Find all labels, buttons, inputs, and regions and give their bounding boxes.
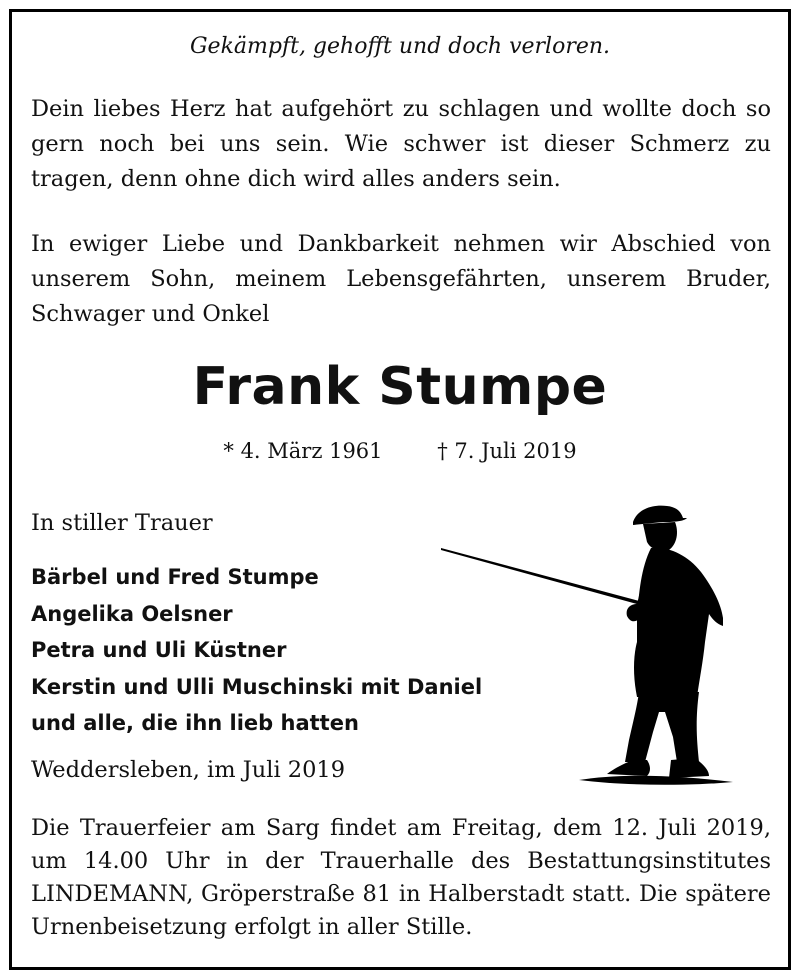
mourner: Angelika Oelsner bbox=[31, 601, 233, 626]
place-date: Weddersleben, im Juli 2019 bbox=[31, 757, 346, 783]
obituary-notice bbox=[9, 9, 791, 970]
birth-date: * 4. März 1961 bbox=[223, 439, 383, 463]
intro-paragraph: Dein liebes Herz hat aufgehört zu schlagen und wollte doch so gern noch bei uns sein. Wie schwer ist dieser Schmerz zu tragen, denn ohne dich wird alles anders sein. bbox=[31, 96, 771, 192]
mourner: und alle, die ihn lieb hatten bbox=[31, 711, 359, 735]
death-date: † 7. Juli 2019 bbox=[437, 439, 577, 463]
mourner: Bärbel und Fred Stumpe bbox=[31, 565, 319, 589]
mourners-list bbox=[31, 559, 482, 742]
deceased-name: Frank Stumpe bbox=[192, 357, 608, 417]
mourner: Kerstin und Ulli Muschinski mit Daniel bbox=[31, 674, 483, 699]
motto: Gekämpft, gehofft und doch verloren. bbox=[189, 34, 611, 59]
mourning-intro: In stiller Trauer bbox=[31, 510, 213, 536]
life-dates bbox=[12, 439, 788, 463]
farewell-paragraph: In ewiger Liebe und Dankbarkeit nehmen wir Abschied von unserem Sohn, meinem Lebensgefährten, unserem Bruder, Schwager und Onkel bbox=[31, 231, 771, 327]
fisherman-silhouette-image bbox=[437, 492, 737, 792]
funeral-info: Die Trauerfeier am Sarg findet am Freitag, dem 12. Juli 2019, um 14.00 Uhr in der Trauerhalle des Bestattungsinstitutes LINDEMANN, Gröperstraße 81 in Halberstadt statt. Die spätere Urnenbeisetzung erfolgt in aller Stille. bbox=[31, 815, 771, 940]
mourner: Petra und Uli Küstner bbox=[31, 638, 287, 662]
